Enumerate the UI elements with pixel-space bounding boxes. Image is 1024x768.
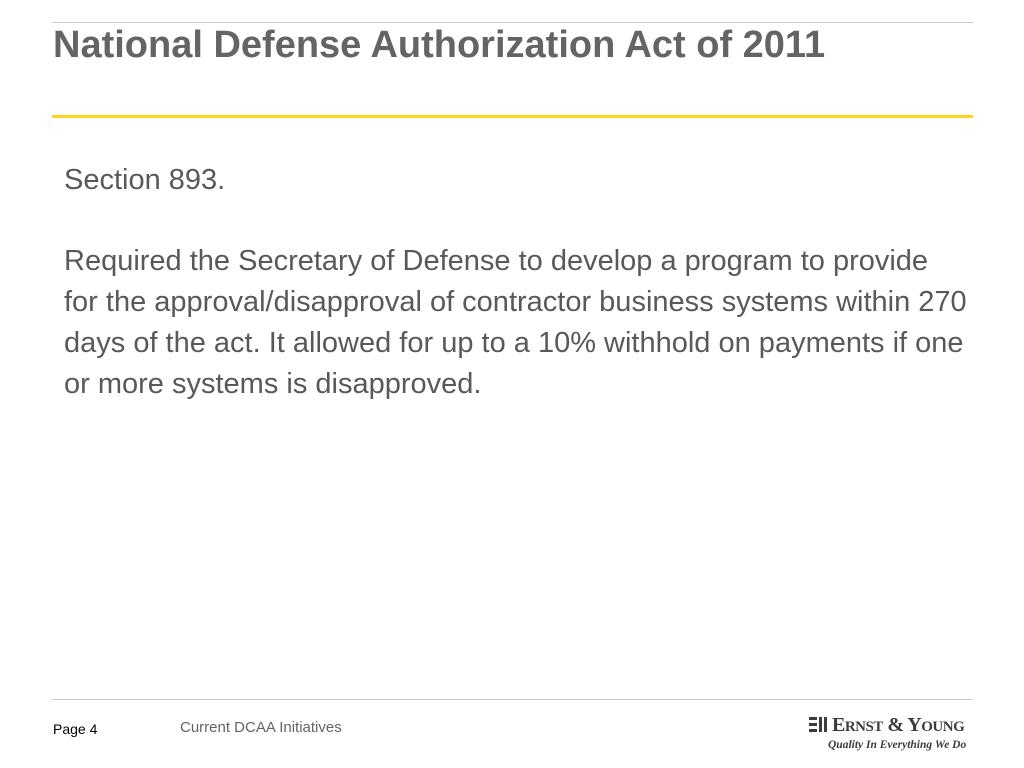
slide-title: National Defense Authorization Act of 2011 <box>53 24 826 66</box>
logo-bars-icon <box>809 717 827 733</box>
body-paragraph: Required the Secretary of Defense to develop a program to provide for the approval/disapproval of contractor business systems within 270 days of the act. It allowed for up to a 10% withhold on payments if one or more systems is disapproved. <box>64 245 967 400</box>
slide-body <box>64 160 969 405</box>
footer-topic: Current DCAA Initiatives <box>180 719 342 736</box>
title-underline <box>52 115 973 118</box>
logo-tagline: Quality In Everything We Do <box>828 739 967 751</box>
company-logo <box>806 713 978 757</box>
footer-divider <box>52 699 973 700</box>
logo-name: ERNST & YOUNG <box>832 714 965 736</box>
page-number: Page 4 <box>53 721 98 737</box>
section-label: Section 893. <box>64 164 226 196</box>
